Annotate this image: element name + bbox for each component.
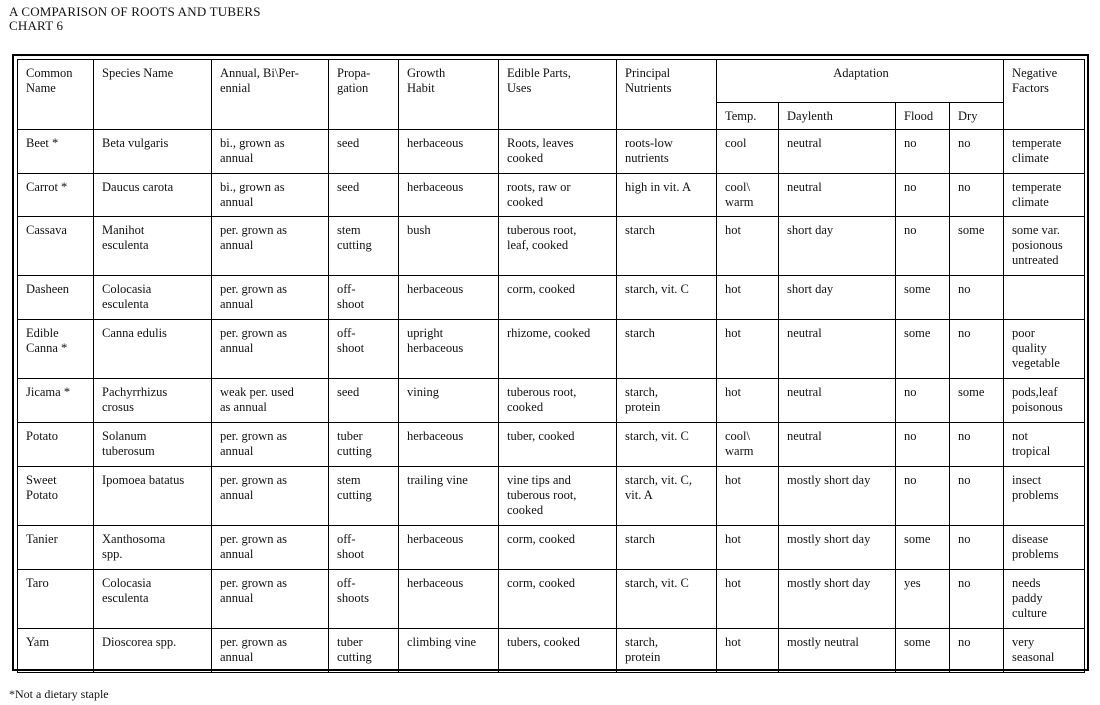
header-common-name: Common Name [18,60,94,130]
cell-propagation: off- shoot [329,276,399,320]
cell-common-name: Sweet Potato [18,467,94,526]
cell-propagation: off- shoots [329,570,399,629]
cell-dry: no [950,320,1004,379]
cell-growth-habit: upright herbaceous [399,320,499,379]
cell-dry: no [950,130,1004,174]
cell-annual-biennial: per. grown as annual [212,217,329,276]
cell-propagation: off- shoot [329,526,399,570]
cell-edible-parts: corm, cooked [499,276,617,320]
header-flood: Flood [896,103,950,130]
cell-negative-factors: very seasonal [1004,629,1085,673]
cell-growth-habit: herbaceous [399,174,499,217]
table-row [18,570,1085,629]
cell-daylength: mostly neutral [779,629,896,673]
table-row [18,526,1085,570]
cell-daylength: neutral [779,423,896,467]
cell-growth-habit: trailing vine [399,467,499,526]
cell-flood: no [896,174,950,217]
footnote: *Not a dietary staple [9,687,109,701]
cell-flood: no [896,379,950,423]
cell-species-name: Ipomoea batatus [94,467,212,526]
header-edible-parts: Edible Parts, Uses [499,60,617,130]
cell-principal-nutrients: starch [617,320,717,379]
cell-flood: yes [896,570,950,629]
cell-annual-biennial: per. grown as annual [212,526,329,570]
cell-temp: cool\ warm [717,174,779,217]
header-growth-habit: Growth Habit [399,60,499,130]
cell-daylength: mostly short day [779,570,896,629]
cell-flood: no [896,423,950,467]
cell-annual-biennial: per. grown as annual [212,320,329,379]
cell-annual-biennial: bi., grown as annual [212,130,329,174]
cell-principal-nutrients: high in vit. A [617,174,717,217]
cell-temp: hot [717,467,779,526]
cell-edible-parts: roots, raw or cooked [499,174,617,217]
header-temp: Temp. [717,103,779,130]
cell-flood: some [896,320,950,379]
cell-annual-biennial: per. grown as annual [212,467,329,526]
cell-temp: hot [717,570,779,629]
table-row [18,467,1085,526]
cell-propagation: tuber cutting [329,423,399,467]
cell-common-name: Tanier [18,526,94,570]
cell-common-name: Carrot * [18,174,94,217]
cell-species-name: Beta vulgaris [94,130,212,174]
cell-principal-nutrients: starch, vit. C, vit. A [617,467,717,526]
cell-dry: no [950,423,1004,467]
cell-common-name: Edible Canna * [18,320,94,379]
cell-propagation: seed [329,174,399,217]
cell-temp: hot [717,320,779,379]
cell-temp: hot [717,526,779,570]
header-daylength: Daylenth [779,103,896,130]
cell-negative-factors: poor quality vegetable [1004,320,1085,379]
cell-dry: no [950,467,1004,526]
cell-species-name: Daucus carota [94,174,212,217]
cell-daylength: neutral [779,130,896,174]
cell-species-name: Xanthosoma spp. [94,526,212,570]
cell-flood: no [896,130,950,174]
table-row [18,130,1085,174]
cell-annual-biennial: per. grown as annual [212,570,329,629]
cell-growth-habit: bush [399,217,499,276]
cell-common-name: Yam [18,629,94,673]
table-body [18,130,1085,673]
cell-flood: some [896,276,950,320]
cell-daylength: mostly short day [779,526,896,570]
cell-edible-parts: tubers, cooked [499,629,617,673]
cell-dry: no [950,526,1004,570]
cell-flood: no [896,467,950,526]
cell-common-name: Jicama * [18,379,94,423]
cell-flood: some [896,629,950,673]
cell-propagation: tuber cutting [329,629,399,673]
header-dry: Dry [950,103,1004,130]
cell-dry: some [950,379,1004,423]
cell-edible-parts: Roots, leaves cooked [499,130,617,174]
cell-negative-factors: needs paddy culture [1004,570,1085,629]
comparison-table-frame [12,54,1089,671]
cell-negative-factors [1004,276,1085,320]
header-annual: Annual, Bi\Per- ennial [212,60,329,130]
cell-propagation: seed [329,379,399,423]
cell-edible-parts: corm, cooked [499,570,617,629]
cell-negative-factors: some var. posionous untreated [1004,217,1085,276]
cell-common-name: Dasheen [18,276,94,320]
cell-daylength: mostly short day [779,467,896,526]
header-propagation: Propa- gation [329,60,399,130]
cell-common-name: Potato [18,423,94,467]
cell-negative-factors: disease problems [1004,526,1085,570]
table-row [18,629,1085,673]
cell-principal-nutrients: starch, vit. C [617,276,717,320]
header-species-name: Species Name [94,60,212,130]
cell-growth-habit: herbaceous [399,423,499,467]
cell-temp: hot [717,217,779,276]
cell-edible-parts: tuberous root, leaf, cooked [499,217,617,276]
cell-temp: hot [717,629,779,673]
cell-negative-factors: not tropical [1004,423,1085,467]
cell-species-name: Solanum tuberosum [94,423,212,467]
cell-dry: no [950,276,1004,320]
table-row [18,320,1085,379]
cell-propagation: stem cutting [329,467,399,526]
cell-species-name: Canna edulis [94,320,212,379]
chart-title [9,5,261,33]
cell-principal-nutrients: starch, vit. C [617,570,717,629]
cell-flood: no [896,217,950,276]
cell-daylength: short day [779,276,896,320]
cell-annual-biennial: per. grown as annual [212,276,329,320]
cell-common-name: Beet * [18,130,94,174]
cell-negative-factors: temperate climate [1004,174,1085,217]
cell-edible-parts: tuberous root, cooked [499,379,617,423]
cell-common-name: Cassava [18,217,94,276]
table-row [18,174,1085,217]
chart-title-line1: A COMPARISON OF ROOTS AND TUBERS [9,4,261,19]
cell-edible-parts: tuber, cooked [499,423,617,467]
cell-negative-factors: temperate climate [1004,130,1085,174]
cell-temp: cool\ warm [717,423,779,467]
cell-species-name: Manihot esculenta [94,217,212,276]
cell-dry: no [950,570,1004,629]
table-row [18,276,1085,320]
cell-annual-biennial: bi., grown as annual [212,174,329,217]
cell-species-name: Colocasia esculenta [94,276,212,320]
cell-dry: no [950,629,1004,673]
cell-flood: some [896,526,950,570]
header-negative-factors: Negative Factors [1004,60,1085,130]
cell-growth-habit: vining [399,379,499,423]
cell-negative-factors: insect problems [1004,467,1085,526]
cell-dry: no [950,174,1004,217]
cell-negative-factors: pods,leaf poisonous [1004,379,1085,423]
cell-edible-parts: corm, cooked [499,526,617,570]
cell-growth-habit: herbaceous [399,130,499,174]
cell-daylength: short day [779,217,896,276]
cell-principal-nutrients: starch [617,217,717,276]
cell-principal-nutrients: starch, protein [617,379,717,423]
cell-common-name: Taro [18,570,94,629]
cell-annual-biennial: per. grown as annual [212,423,329,467]
cell-principal-nutrients: starch, vit. C [617,423,717,467]
cell-temp: hot [717,276,779,320]
cell-growth-habit: herbaceous [399,276,499,320]
cell-propagation: seed [329,130,399,174]
cell-edible-parts: rhizome, cooked [499,320,617,379]
cell-temp: hot [717,379,779,423]
cell-daylength: neutral [779,320,896,379]
cell-daylength: neutral [779,379,896,423]
cell-species-name: Dioscorea spp. [94,629,212,673]
table-row [18,379,1085,423]
cell-temp: cool [717,130,779,174]
cell-annual-biennial: per. grown as annual [212,629,329,673]
cell-principal-nutrients: starch [617,526,717,570]
cell-annual-biennial: weak per. used as annual [212,379,329,423]
header-adaptation: Adaptation [717,60,1004,103]
cell-propagation: off- shoot [329,320,399,379]
cell-growth-habit: climbing vine [399,629,499,673]
cell-species-name: Pachyrrhizus crosus [94,379,212,423]
table-row [18,423,1085,467]
cell-daylength: neutral [779,174,896,217]
cell-edible-parts: vine tips and tuberous root, cooked [499,467,617,526]
comparison-table [17,59,1085,673]
chart-title-line2: CHART 6 [9,18,64,33]
cell-propagation: stem cutting [329,217,399,276]
cell-dry: some [950,217,1004,276]
cell-growth-habit: herbaceous [399,526,499,570]
cell-principal-nutrients: starch, protein [617,629,717,673]
cell-species-name: Colocasia esculenta [94,570,212,629]
header-nutrients: Principal Nutrients [617,60,717,130]
cell-principal-nutrients: roots-low nutrients [617,130,717,174]
cell-growth-habit: herbaceous [399,570,499,629]
table-row [18,217,1085,276]
